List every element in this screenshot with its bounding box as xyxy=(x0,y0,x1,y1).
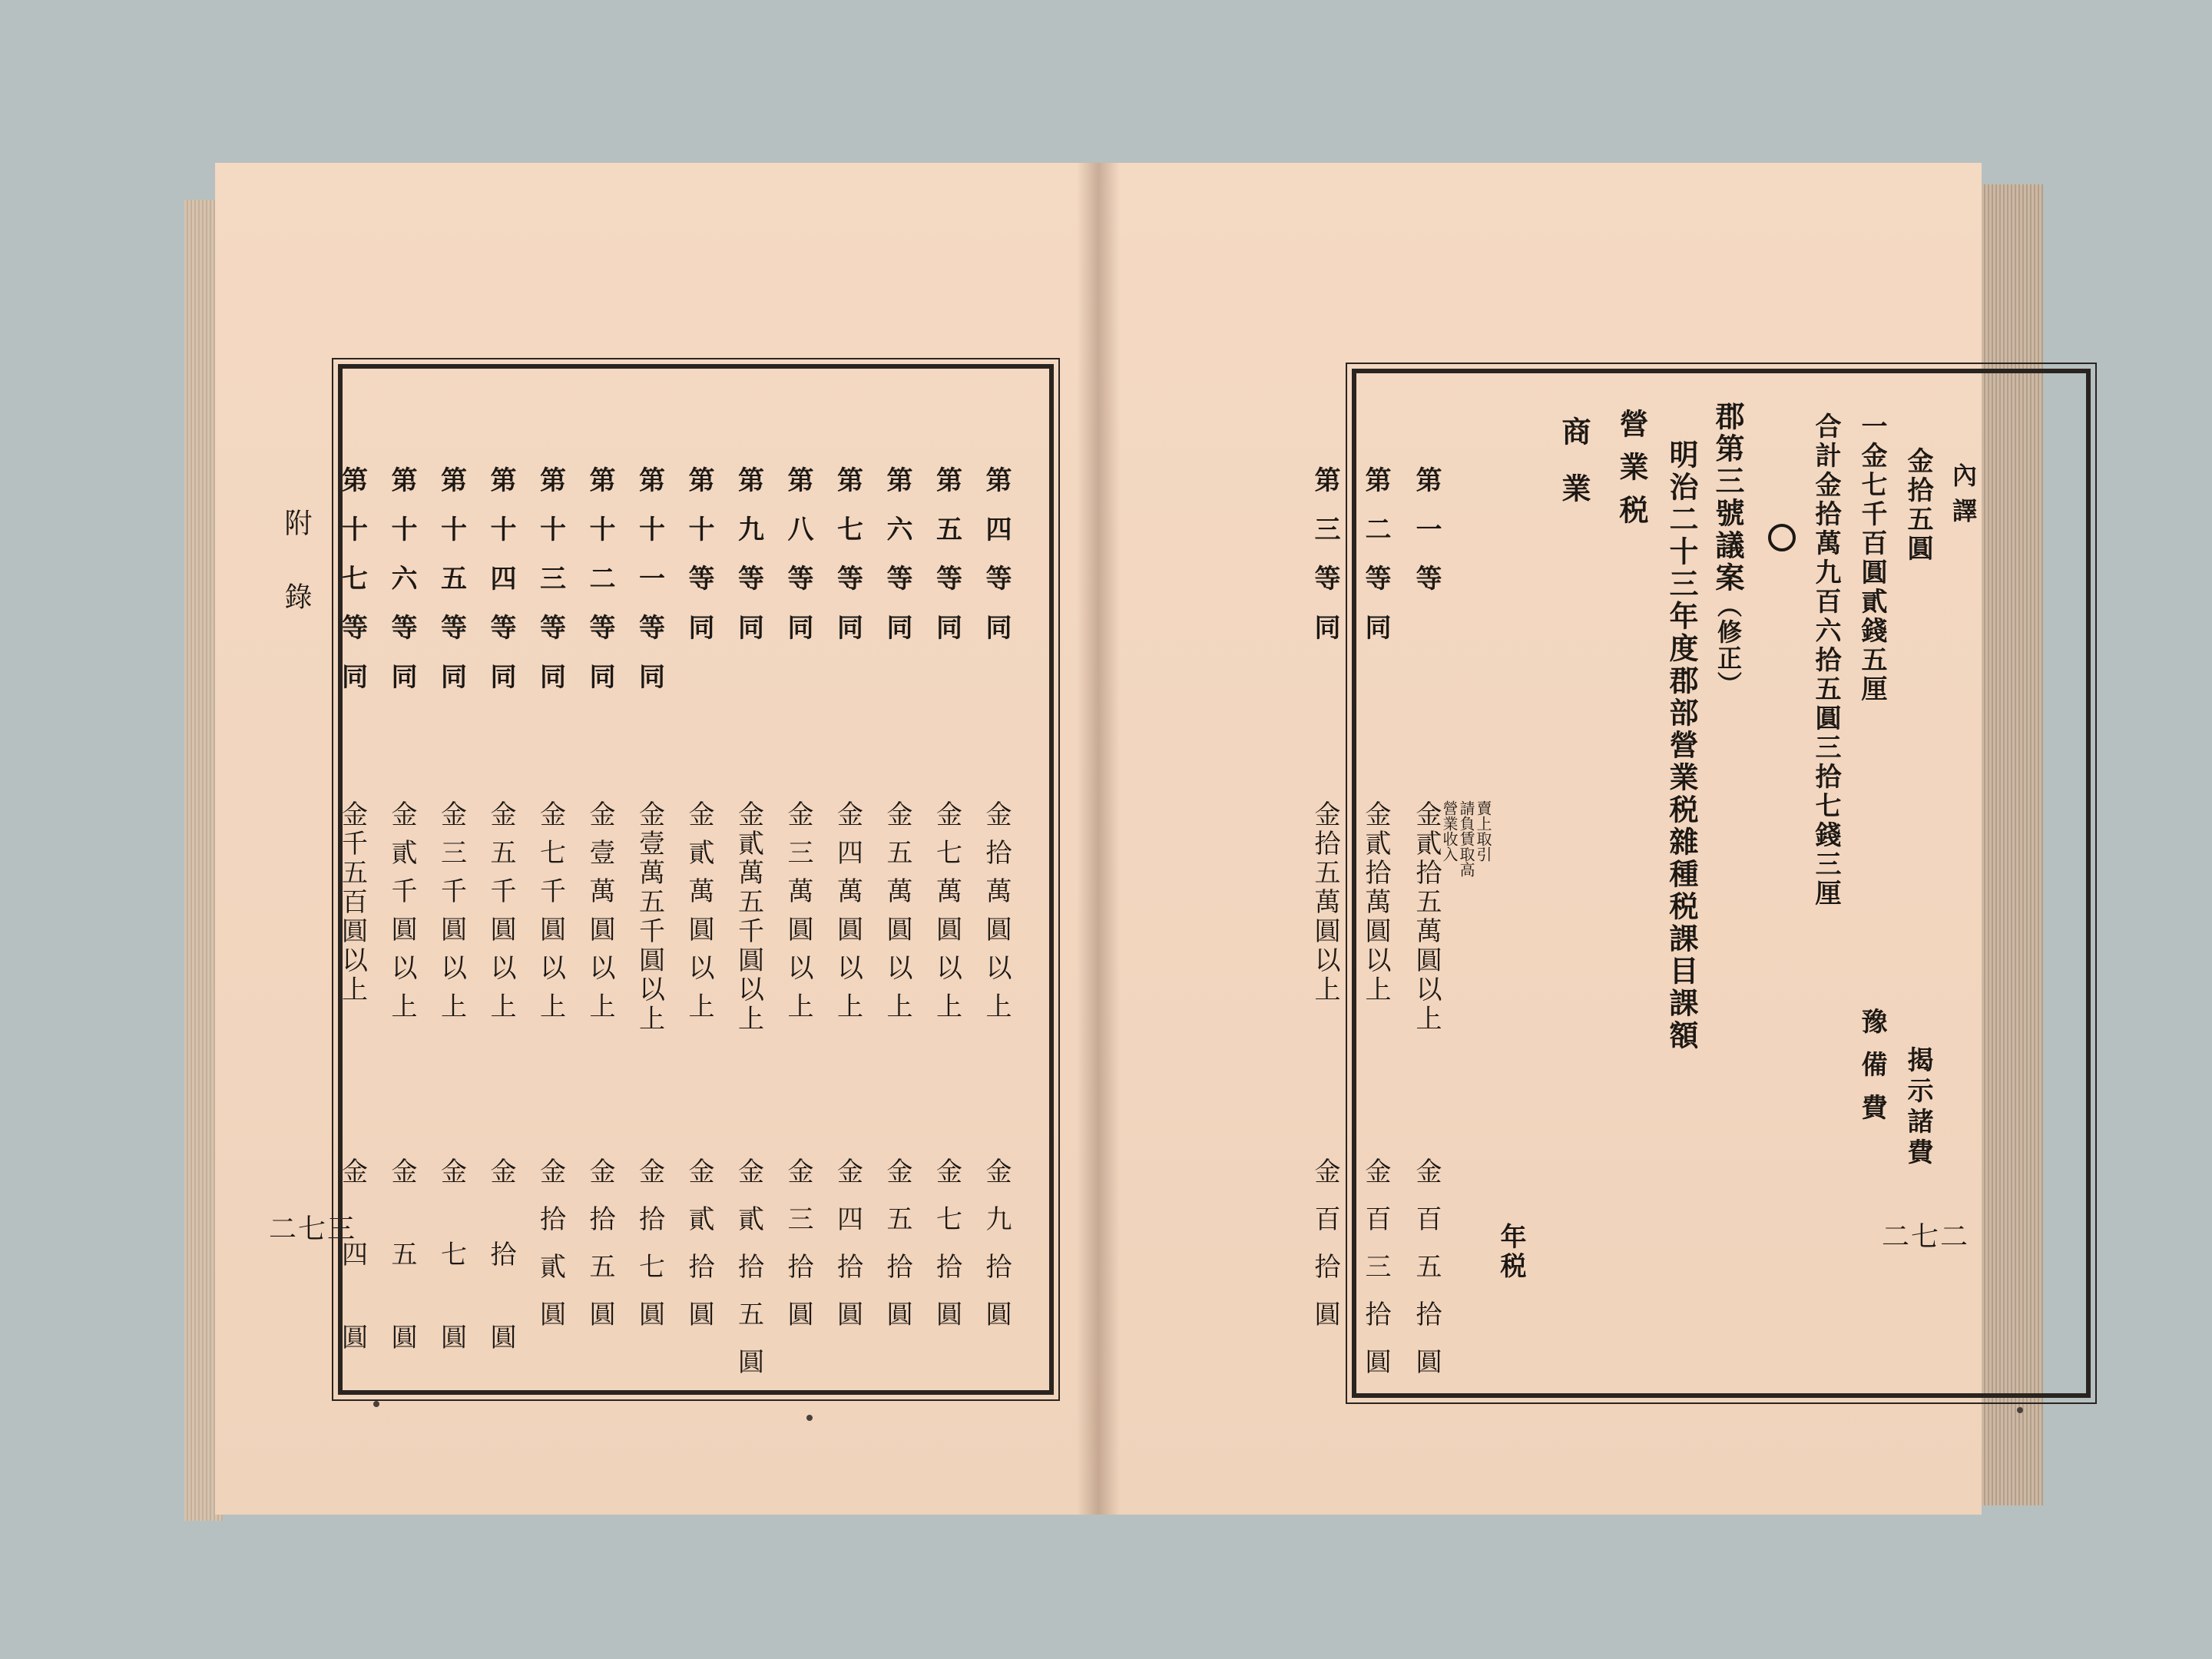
table-row-tax: 金百五拾圓 xyxy=(1411,1157,1442,1396)
right-page xyxy=(1098,163,1982,1515)
table-row-range: 金千五百圓以上 xyxy=(336,800,368,1005)
table-row-grade: 第八等同 xyxy=(783,466,813,663)
table-row-tax: 金拾圓 xyxy=(485,1157,516,1406)
running-head: 附錄 xyxy=(280,508,312,656)
table-row-tax: 金四拾圓 xyxy=(832,1157,863,1348)
page-number-right: 二七二 xyxy=(1882,1221,1970,1253)
table-row-range: 金拾五萬圓以上 xyxy=(1310,800,1340,1005)
bill-note: （修正） xyxy=(1714,593,1743,697)
table-row-grade: 第一等 xyxy=(1411,466,1442,614)
print-dot xyxy=(806,1415,813,1421)
table-row-tax: 金拾五圓 xyxy=(584,1157,615,1348)
basis-line-3: 營業收入 xyxy=(1440,800,1459,862)
table-row-grade: 第六等同 xyxy=(882,466,912,663)
table-row-grade: 第十七等同 xyxy=(336,466,368,712)
print-dot xyxy=(373,1401,379,1407)
table-row-tax: 金四圓 xyxy=(336,1157,368,1406)
item-amount-1: 金拾五圓 xyxy=(1902,447,1933,564)
book-gutter xyxy=(1077,163,1120,1515)
table-row-range: 金七萬圓以上 xyxy=(931,800,962,1031)
table-row-range: 金貳萬圓以上 xyxy=(684,800,714,1031)
naiyaku-heading: 內譯 xyxy=(1949,462,1978,533)
left-page xyxy=(215,163,1098,1515)
circle-mark xyxy=(1768,524,1796,551)
table-row-grade: 第五等同 xyxy=(931,466,962,663)
table-row-tax: 金七拾圓 xyxy=(931,1157,962,1348)
table-row-range: 金三千圓以上 xyxy=(435,800,467,1031)
table-row-tax: 金七圓 xyxy=(435,1157,467,1406)
table-row-tax: 金百拾圓 xyxy=(1310,1157,1340,1348)
table-row-grade: 第十五等同 xyxy=(435,466,467,712)
table-row-grade: 第九等同 xyxy=(733,466,764,663)
table-row-range: 金拾萬圓以上 xyxy=(981,800,1012,1031)
table-row-tax: 金九拾圓 xyxy=(981,1157,1012,1348)
item-label-2: 豫備費 xyxy=(1856,1008,1887,1137)
table-row-tax: 金貳拾五圓 xyxy=(733,1157,764,1396)
table-row-tax: 金百三拾圓 xyxy=(1360,1157,1391,1396)
table-row-tax: 金拾七圓 xyxy=(634,1157,665,1348)
item-label-1: 揭示諸費 xyxy=(1902,1046,1933,1169)
category-heading: 商業 xyxy=(1557,416,1591,530)
table-row-grade: 第三等同 xyxy=(1310,466,1340,663)
bill-subject: 明治二十三年度郡部營業税雜種税課目課額 xyxy=(1664,439,1699,1052)
table-row-grade: 第四等同 xyxy=(981,466,1012,663)
table-row-grade: 第十一等同 xyxy=(634,466,665,712)
table-row-range: 金貳千圓以上 xyxy=(386,800,417,1031)
table-row-grade: 第十三等同 xyxy=(535,466,566,712)
table-row-range: 金七千圓以上 xyxy=(535,800,566,1031)
table-row-range: 金五萬圓以上 xyxy=(882,800,912,1031)
grand-total: 合計金拾萬九百六拾五圓三拾七錢三厘 xyxy=(1810,412,1841,909)
table-row-range: 金四萬圓以上 xyxy=(832,800,863,1031)
basis-line-1: 賣上取引 xyxy=(1474,800,1492,862)
basis-line-2: 請負賃取高 xyxy=(1457,800,1475,877)
table-row-grade: 第十四等同 xyxy=(485,466,516,712)
item-amount-2: 一金七千百圓貳錢五厘 xyxy=(1856,412,1887,704)
section-heading: 營業税 xyxy=(1614,409,1649,538)
table-row-grade: 第二等同 xyxy=(1360,466,1391,663)
annual-tax-label: 年税 xyxy=(1495,1223,1526,1281)
table-row-grade: 第七等同 xyxy=(832,466,863,663)
table-row-range: 金壹萬圓以上 xyxy=(584,800,615,1031)
table-row-range: 金貳拾萬圓以上 xyxy=(1360,800,1391,1005)
table-row-range: 金五千圓以上 xyxy=(485,800,516,1031)
table-row-tax: 金貳拾圓 xyxy=(684,1157,714,1348)
table-row-range: 金三萬圓以上 xyxy=(783,800,813,1031)
table-row-grade: 第十六等同 xyxy=(386,466,417,712)
table-row-range: 金貳拾五萬圓以上 xyxy=(1411,800,1442,1034)
table-row-grade: 第十等同 xyxy=(684,466,714,663)
table-row-tax: 金五圓 xyxy=(386,1157,417,1406)
bill-title: 郡第三號議案 xyxy=(1710,401,1745,594)
page-number-left: 二七三 xyxy=(269,1214,357,1245)
table-row-tax: 金拾貳圓 xyxy=(535,1157,566,1348)
open-book xyxy=(184,154,2043,1528)
table-row-grade: 第十二等同 xyxy=(584,466,615,712)
table-row-tax: 金三拾圓 xyxy=(783,1157,813,1348)
table-row-tax: 金五拾圓 xyxy=(882,1157,912,1348)
print-dot xyxy=(2017,1407,2023,1413)
table-row-range: 金貳萬五千圓以上 xyxy=(733,800,764,1034)
table-row-range: 金壹萬五千圓以上 xyxy=(634,800,665,1034)
